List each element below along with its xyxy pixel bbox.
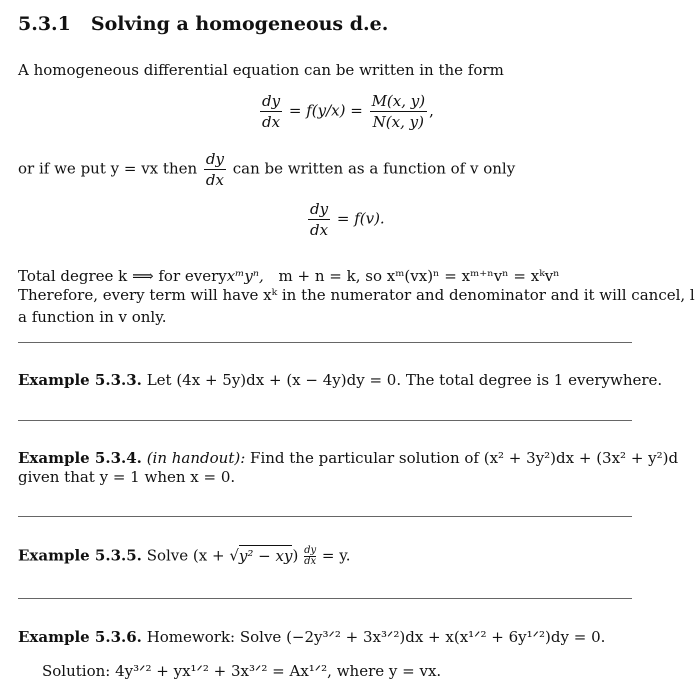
example-5-3-4: Example 5.3.4. (in handout): Find the particular solution of (x² + 3y²)dx + (3x² + y²)d [18,449,679,467]
divider [18,342,632,343]
intro-text: A homogeneous differential equation can be written in the form [18,61,504,79]
divider [18,516,632,517]
divider [18,420,632,421]
example-5-3-6-solution: Solution: 4y³ᐟ² + yx¹ᐟ² + 3x³ᐟ² = Ax¹ᐟ², where y = vx. [42,662,442,680]
substitution-line: or if we put y = vx then $\frac{dy}{dx}$ can be written as a function of v only [18,150,516,189]
example-5-3-6: Example 5.3.6. Homework: Solve (−2y³ᐟ² + 3x³ᐟ²)dx + x(x¹ᐟ² + 6y¹ᐟ²)dy = 0. [18,628,606,646]
example-5-3-3: Example 5.3.3. Let (4x + 5y)dx + (x − 4y)dy = 0. The total degree is 1 everywhere. [18,371,663,389]
example-5-3-5: Example 5.3.5. Solve (x + √y² − xy) $\frac{dy}{dx} = y$. [18,545,351,567]
total-degree-line: Total degree k ⟹ for everyxᵐyⁿ, m + n = k, so xᵐ(vx)ⁿ = xᵐ⁺ⁿvⁿ = xᵏvⁿ [18,267,560,285]
section-heading [18,13,388,35]
divider [18,598,632,599]
equation-function-of-v: $\frac{dy}{dx}$ = f(v). [310,200,385,239]
section-title: Solving a homogeneous d.e. [90,13,389,35]
therefore-line: Therefore, every term will have xᵏ in the numerator and denominator and it will cancel, l [18,286,695,304]
equation-homogeneous-form: $\frac{dy}{dx}$ = f(y/x) = $\frac{M(x, y)}{N(x, y)}$ , [262,92,434,131]
function-in-v-line: a function in v only. [18,308,167,326]
example-5-3-4-condition: given that y = 1 when x = 0. [18,468,236,486]
section-number: 5.3.1 [18,13,71,35]
